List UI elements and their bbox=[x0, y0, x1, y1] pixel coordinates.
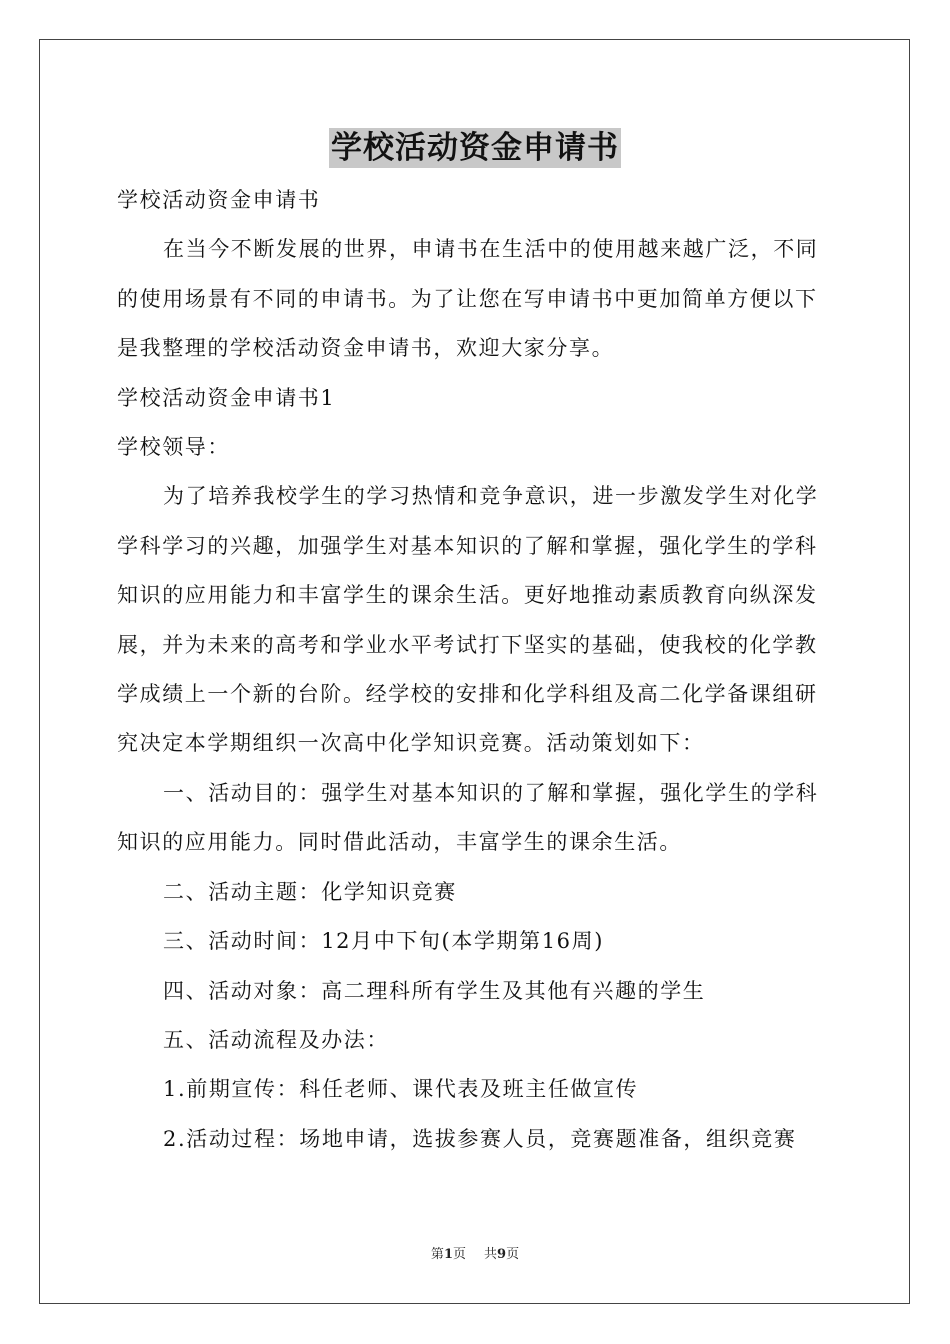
page-suffix: 页 bbox=[452, 1247, 466, 1262]
document-title: 学校活动资金申请书 bbox=[331, 130, 619, 166]
total-prefix: 共 bbox=[484, 1247, 498, 1262]
page-footer bbox=[0, 1247, 950, 1263]
paragraph: 学校活动资金申请书 bbox=[117, 188, 321, 212]
paragraph: 二、活动主题：化学知识竞赛 bbox=[163, 879, 457, 904]
paragraph: 一、活动目的：强学生对基本知识的了解和掌握，强化学生的学科知识的应用能力。同时借此活动，丰富学生的课余生活。 bbox=[117, 780, 819, 855]
paragraph: 1.前期宣传：科任老师、课代表及班主任做宣传 bbox=[163, 1077, 639, 1102]
paragraph: 2.活动过程：场地申请，选拔参赛人员，竞赛题准备，组织竞赛 bbox=[163, 1126, 797, 1151]
total-suffix: 页 bbox=[506, 1247, 520, 1262]
paragraph: 四、活动对象：高二理科所有学生及其他有兴趣的学生 bbox=[163, 978, 706, 1003]
document-body bbox=[117, 176, 837, 1164]
page-prefix: 第 bbox=[430, 1247, 444, 1262]
total-pages: 9 bbox=[497, 1247, 507, 1262]
paragraph: 在当今不断发展的世界，申请书在生活中的使用越来越广泛，不同的使用场景有不同的申请书。为了让您在写申请书中更加简单方便以下是我整理的学校活动资金申请书，欢迎大家分享。 bbox=[117, 237, 819, 361]
paragraph: 三、活动时间：12月中下旬(本学期第16周) bbox=[163, 929, 605, 954]
page-number: 1 bbox=[443, 1247, 453, 1262]
paragraph: 五、活动流程及办法： bbox=[163, 1027, 389, 1052]
paragraph: 学校领导： bbox=[117, 435, 230, 460]
paragraph: 为了培养我校学生的学习热情和竞争意识，进一步激发学生对化学学科学习的兴趣，加强学生对基本知识的了解和掌握，强化学生的学科知识的应用能力和丰富学生的课余生活。更好地推动素质教育向纵深发展，并为未来的高考和学业水平考试打下坚实的基础，使我校的化学教学成绩上一个新的台阶。经学校的安排和化学科组及高二化学备课组研究决定本学期组织一次高中化学知识竞赛。活动策划如下： bbox=[117, 484, 819, 756]
title-container bbox=[0, 128, 950, 168]
paragraph: 学校活动资金申请书1 bbox=[117, 385, 336, 410]
